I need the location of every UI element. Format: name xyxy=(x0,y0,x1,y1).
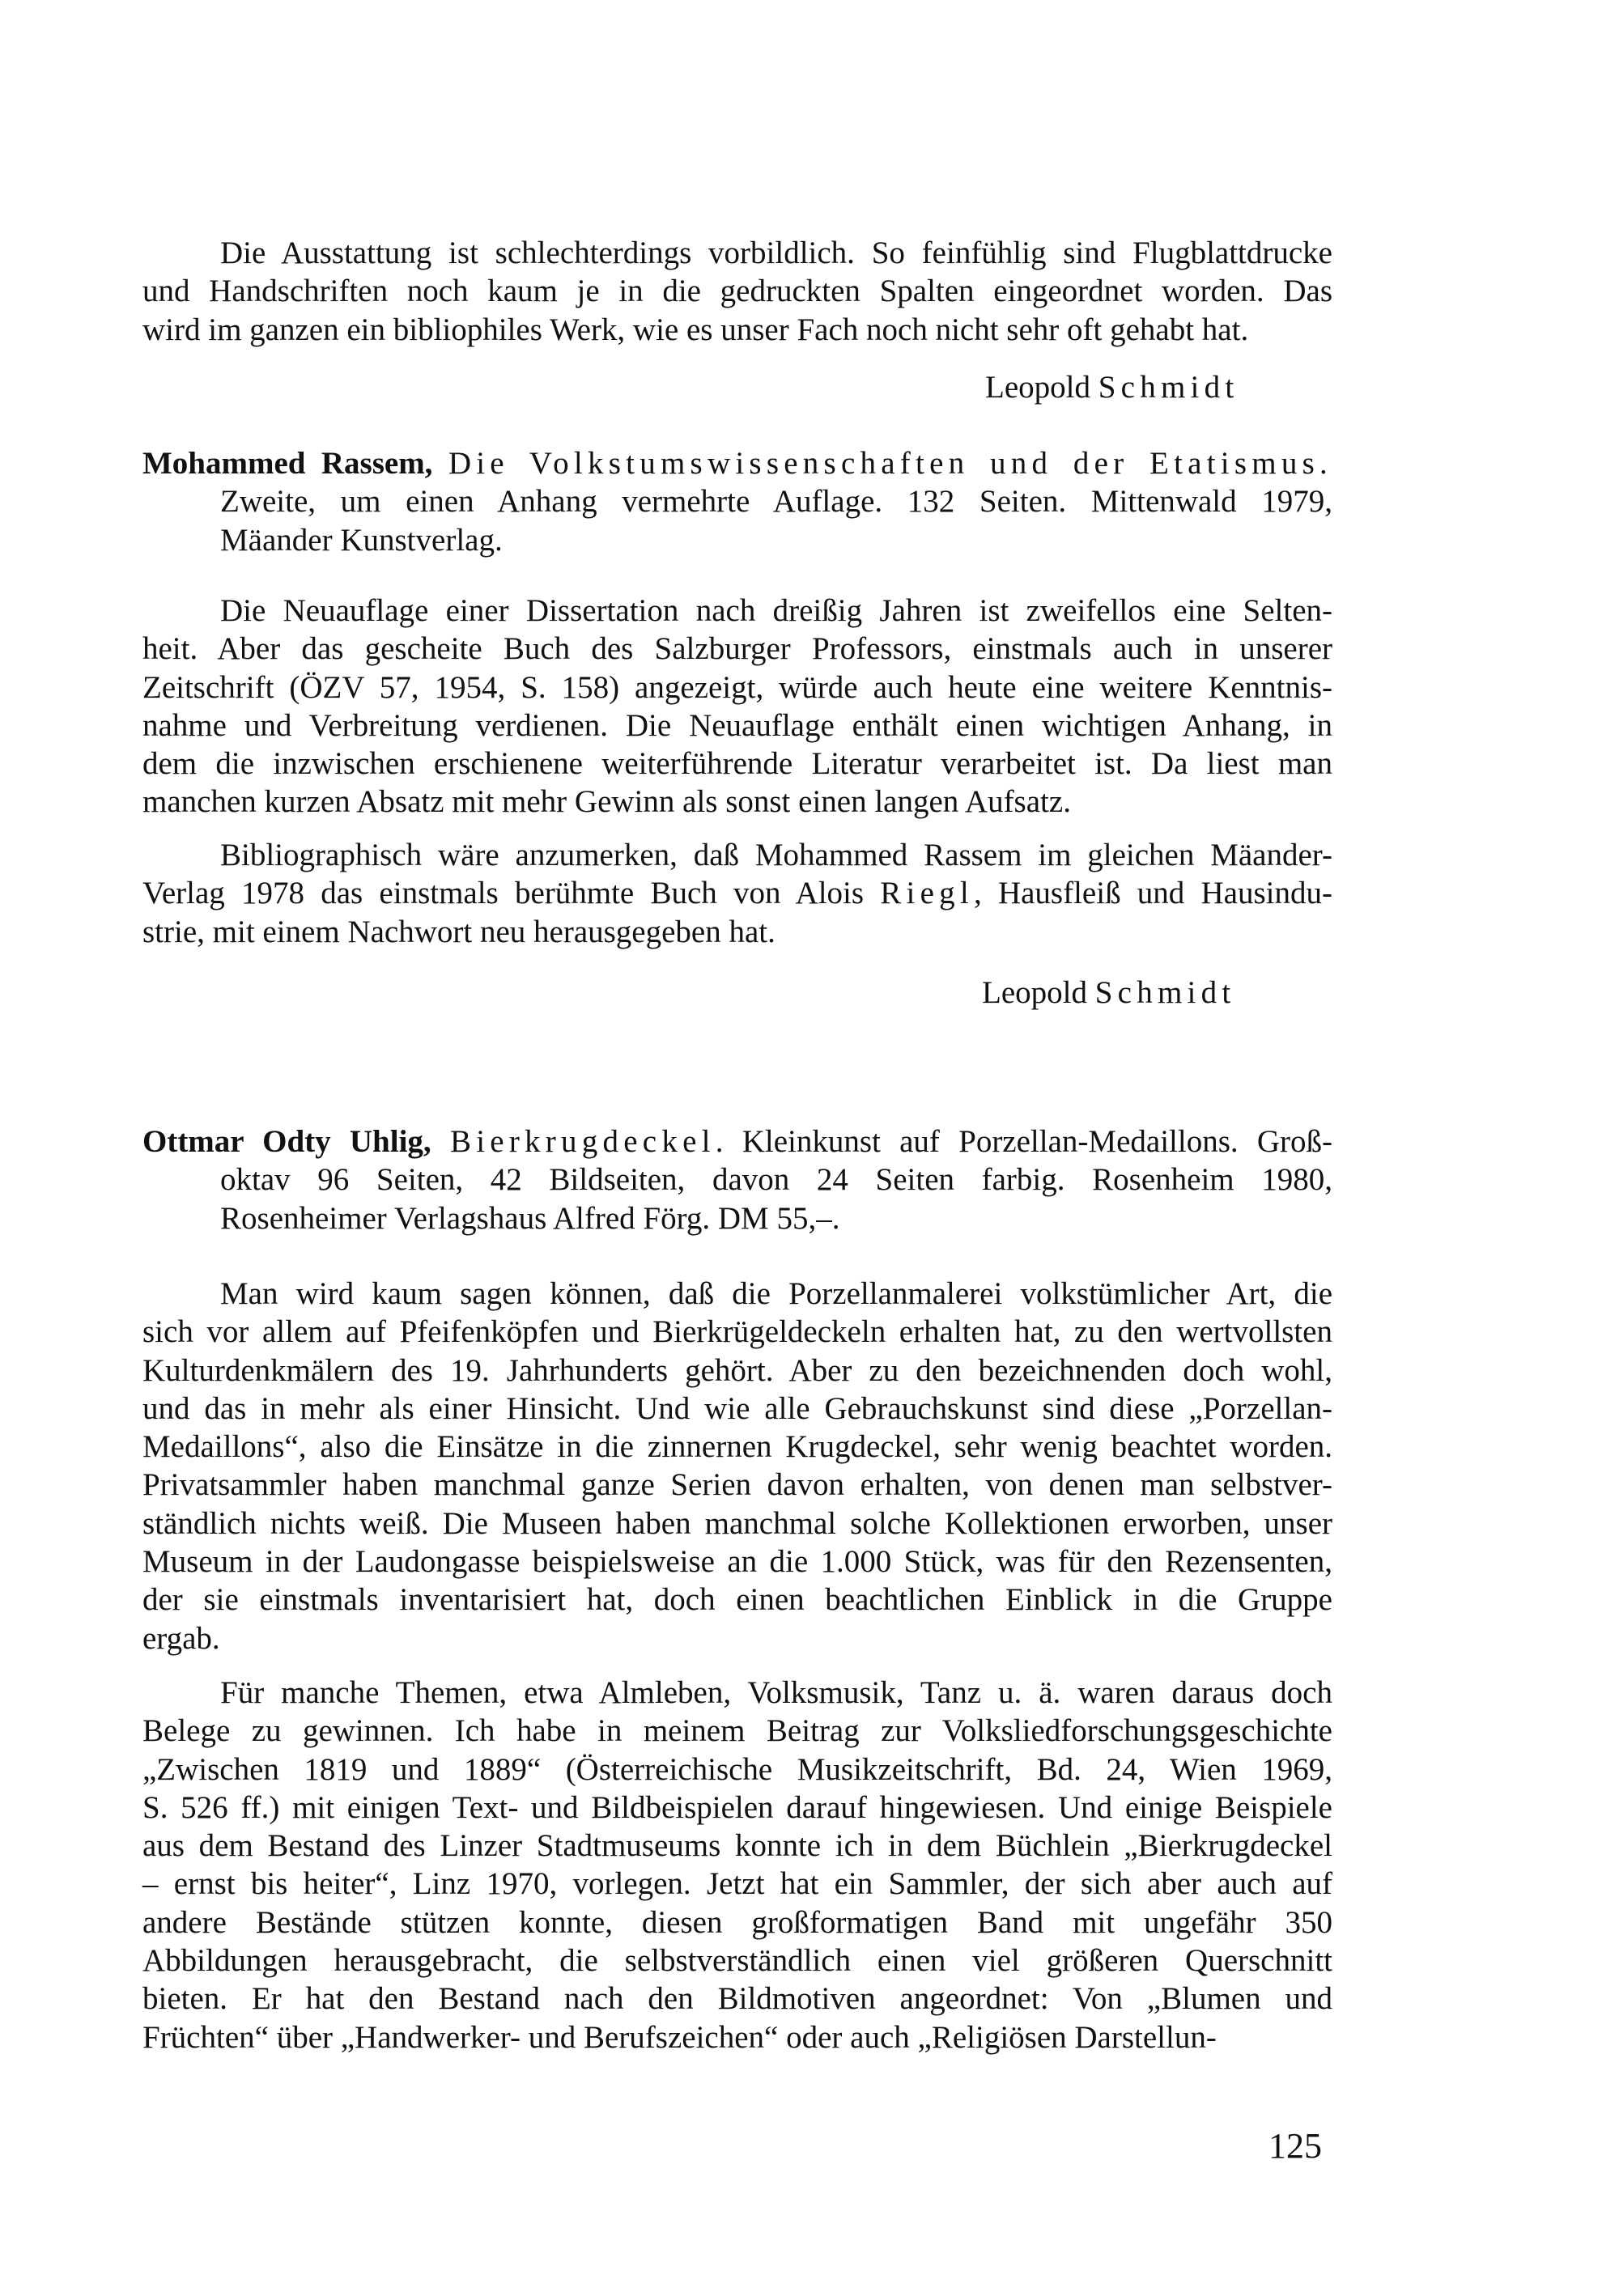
review-paragraph xyxy=(142,836,1332,951)
text-segment xyxy=(431,1124,450,1159)
text-line: wird im ganzen ein bibliophiles Werk, wie es unser Fach noch nicht sehr oft gehabt hat. xyxy=(142,312,1249,347)
signature-last-name: Schmidt xyxy=(1098,370,1239,405)
signature-first-name: Leopold xyxy=(982,975,1087,1010)
text-line: ständlich nichts weiß. Die Museen haben manchmal solche Kollektionen erworben, unser xyxy=(142,1505,1332,1541)
review-paragraph xyxy=(142,1275,1332,1657)
text-line: manchen kurzen Absatz mit mehr Gewinn als sonst einen langen Aufsatz. xyxy=(142,784,1071,820)
page-number: 125 xyxy=(1268,2126,1322,2166)
spaced-title: Bierkrugdeckel xyxy=(449,1124,716,1159)
text-line: Medaillons“, also die Einsätze in die zinnernen Krugdeckel, sehr wenig beachtet worden. xyxy=(142,1429,1332,1465)
text-line: S. 526 ff.) mit einigen Text- und Bildbeispielen darauf hingewiesen. Und einige Beispiele xyxy=(142,1789,1332,1825)
reference-heading-line xyxy=(142,444,1332,482)
text-segment: Verlag 1978 das einstmals berühmte Buch von Alois xyxy=(142,876,881,911)
text-line: Zweite, um einen Anhang vermehrte Auflage. 132 Seiten. Mittenwald 1979, xyxy=(220,484,1332,520)
text-line xyxy=(142,874,1332,912)
text-line: Kulturdenkmälern des 19. Jahrhunderts gehört. Aber zu den bezeichnenden doch wohl, xyxy=(142,1352,1332,1388)
text-line: – ernst bis heiter“, Linz 1970, vorlegen. Jetzt hat ein Sammler, der sich aber auch auf xyxy=(142,1866,1332,1902)
reviewer-signature xyxy=(985,369,1239,405)
text-line: dem die inzwischen erschienene weiterführende Literatur verarbeitet ist. Da liest man xyxy=(142,746,1332,782)
text-line: Für manche Themen, etwa Almleben, Volksmusik, Tanz u. ä. waren daraus doch xyxy=(220,1675,1332,1710)
text-line: Die Ausstattung ist schlechterdings vorbildlich. So feinfühlig sind Flugblattdrucke xyxy=(220,236,1332,270)
text-line: Privatsammler haben manchmal ganze Serien davon erhalten, von denen man selbstver- xyxy=(142,1467,1332,1503)
text-segment: . Kleinkunst auf Porzellan-Medaillons. Groß- xyxy=(715,1124,1333,1159)
text-line: der sie einstmals inventarisiert hat, doch einen beachtlichen Einblick in die Gruppe xyxy=(142,1582,1332,1618)
text-line: und Handschriften noch kaum je in die gedruckten Spalten eingeordnet worden. Das xyxy=(142,274,1332,309)
text-line: Rosenheimer Verlagshaus Alfred Förg. DM 55,–. xyxy=(220,1200,840,1236)
book-reference xyxy=(142,444,1332,559)
text-segment xyxy=(432,446,448,481)
text-line: Früchten“ über „Handwerker- und Berufszeichen“ oder auch „Religiösen Darstellun- xyxy=(142,2019,1217,2055)
signature-first-name: Leopold xyxy=(985,370,1090,405)
text-line: Museum in der Laudongasse beispielsweise an die 1.000 Stück, was für den Rezensenten, xyxy=(142,1544,1332,1580)
text-line: oktav 96 Seiten, 42 Bildseiten, davon 24 Seiten farbig. Rosenheim 1980, xyxy=(220,1162,1332,1198)
text-line: strie, mit einem Nachwort neu herausgegeben hat. xyxy=(142,914,776,949)
reference-heading-line xyxy=(142,1123,1332,1161)
text-line: „Zwischen 1819 und 1889“ (Österreichische Musikzeitschrift, Bd. 24, Wien 1969, xyxy=(142,1751,1332,1787)
book-reference xyxy=(142,1123,1332,1237)
text-line: andere Bestände stützen konnte, diesen großformatigen Band mit ungefähr 350 xyxy=(142,1904,1332,1940)
text-line: Die Neuauflage einer Dissertation nach dreißig Jahren ist zweifellos eine Selten- xyxy=(220,593,1332,628)
review-paragraph xyxy=(142,1674,1332,2056)
review-paragraph xyxy=(142,234,1332,349)
text-line: Zeitschrift (ÖZV 57, 1954, S. 158) angezeigt, würde auch heute eine weitere Kenntnis- xyxy=(142,669,1332,705)
author-name: Mohammed Rassem, xyxy=(142,446,433,481)
text-line: sich vor allem auf Pfeifenköpfen und Bierkrügeldeckeln erhalten hat, zu den wertvollsten xyxy=(142,1314,1332,1350)
text-line: Abbildungen herausgebracht, die selbstverständlich einen viel größeren Querschnitt xyxy=(142,1943,1332,1979)
spaced-title: Riegl xyxy=(880,876,974,911)
reviewer-signature xyxy=(982,974,1235,1011)
text-line: Man wird kaum sagen können, daß die Porzellanmalerei volkstümlicher Art, die xyxy=(220,1276,1332,1311)
author-name: Ottmar Odty Uhlig, xyxy=(142,1124,431,1159)
text-line: Bibliographisch wäre anzumerken, daß Mohammed Rassem im gleichen Mäander- xyxy=(220,838,1332,872)
text-line: Belege zu gewinnen. Ich habe in meinem Beitrag zur Volksliedforschungsgeschichte xyxy=(142,1713,1332,1749)
spaced-title: Die Volkstumswissenschaften und der Etatismus. xyxy=(448,446,1332,481)
text-line: ergab. xyxy=(142,1620,220,1656)
text-line: heit. Aber das gescheite Buch des Salzburger Professors, einstmals auch in unserer xyxy=(142,631,1332,667)
text-line: und das in mehr als einer Hinsicht. Und wie alle Gebrauchskunst sind diese „Porzellan- xyxy=(142,1390,1332,1426)
text-line: bieten. Er hat den Bestand nach den Bildmotiven angeordnet: Von „Blumen und xyxy=(142,1981,1332,2017)
text-segment: , Hausfleiß und Hausindu- xyxy=(973,876,1332,911)
text-line: nahme und Verbreitung verdienen. Die Neuauflage enthält einen wichtigen Anhang, in xyxy=(142,707,1332,743)
text-line: aus dem Bestand des Linzer Stadtmuseums konnte ich in dem Büchlein „Bierkrugdeckel xyxy=(142,1828,1332,1864)
signature-last-name: Schmidt xyxy=(1094,975,1236,1010)
text-line: Mäander Kunstverlag. xyxy=(220,522,503,558)
review-paragraph xyxy=(142,592,1332,821)
